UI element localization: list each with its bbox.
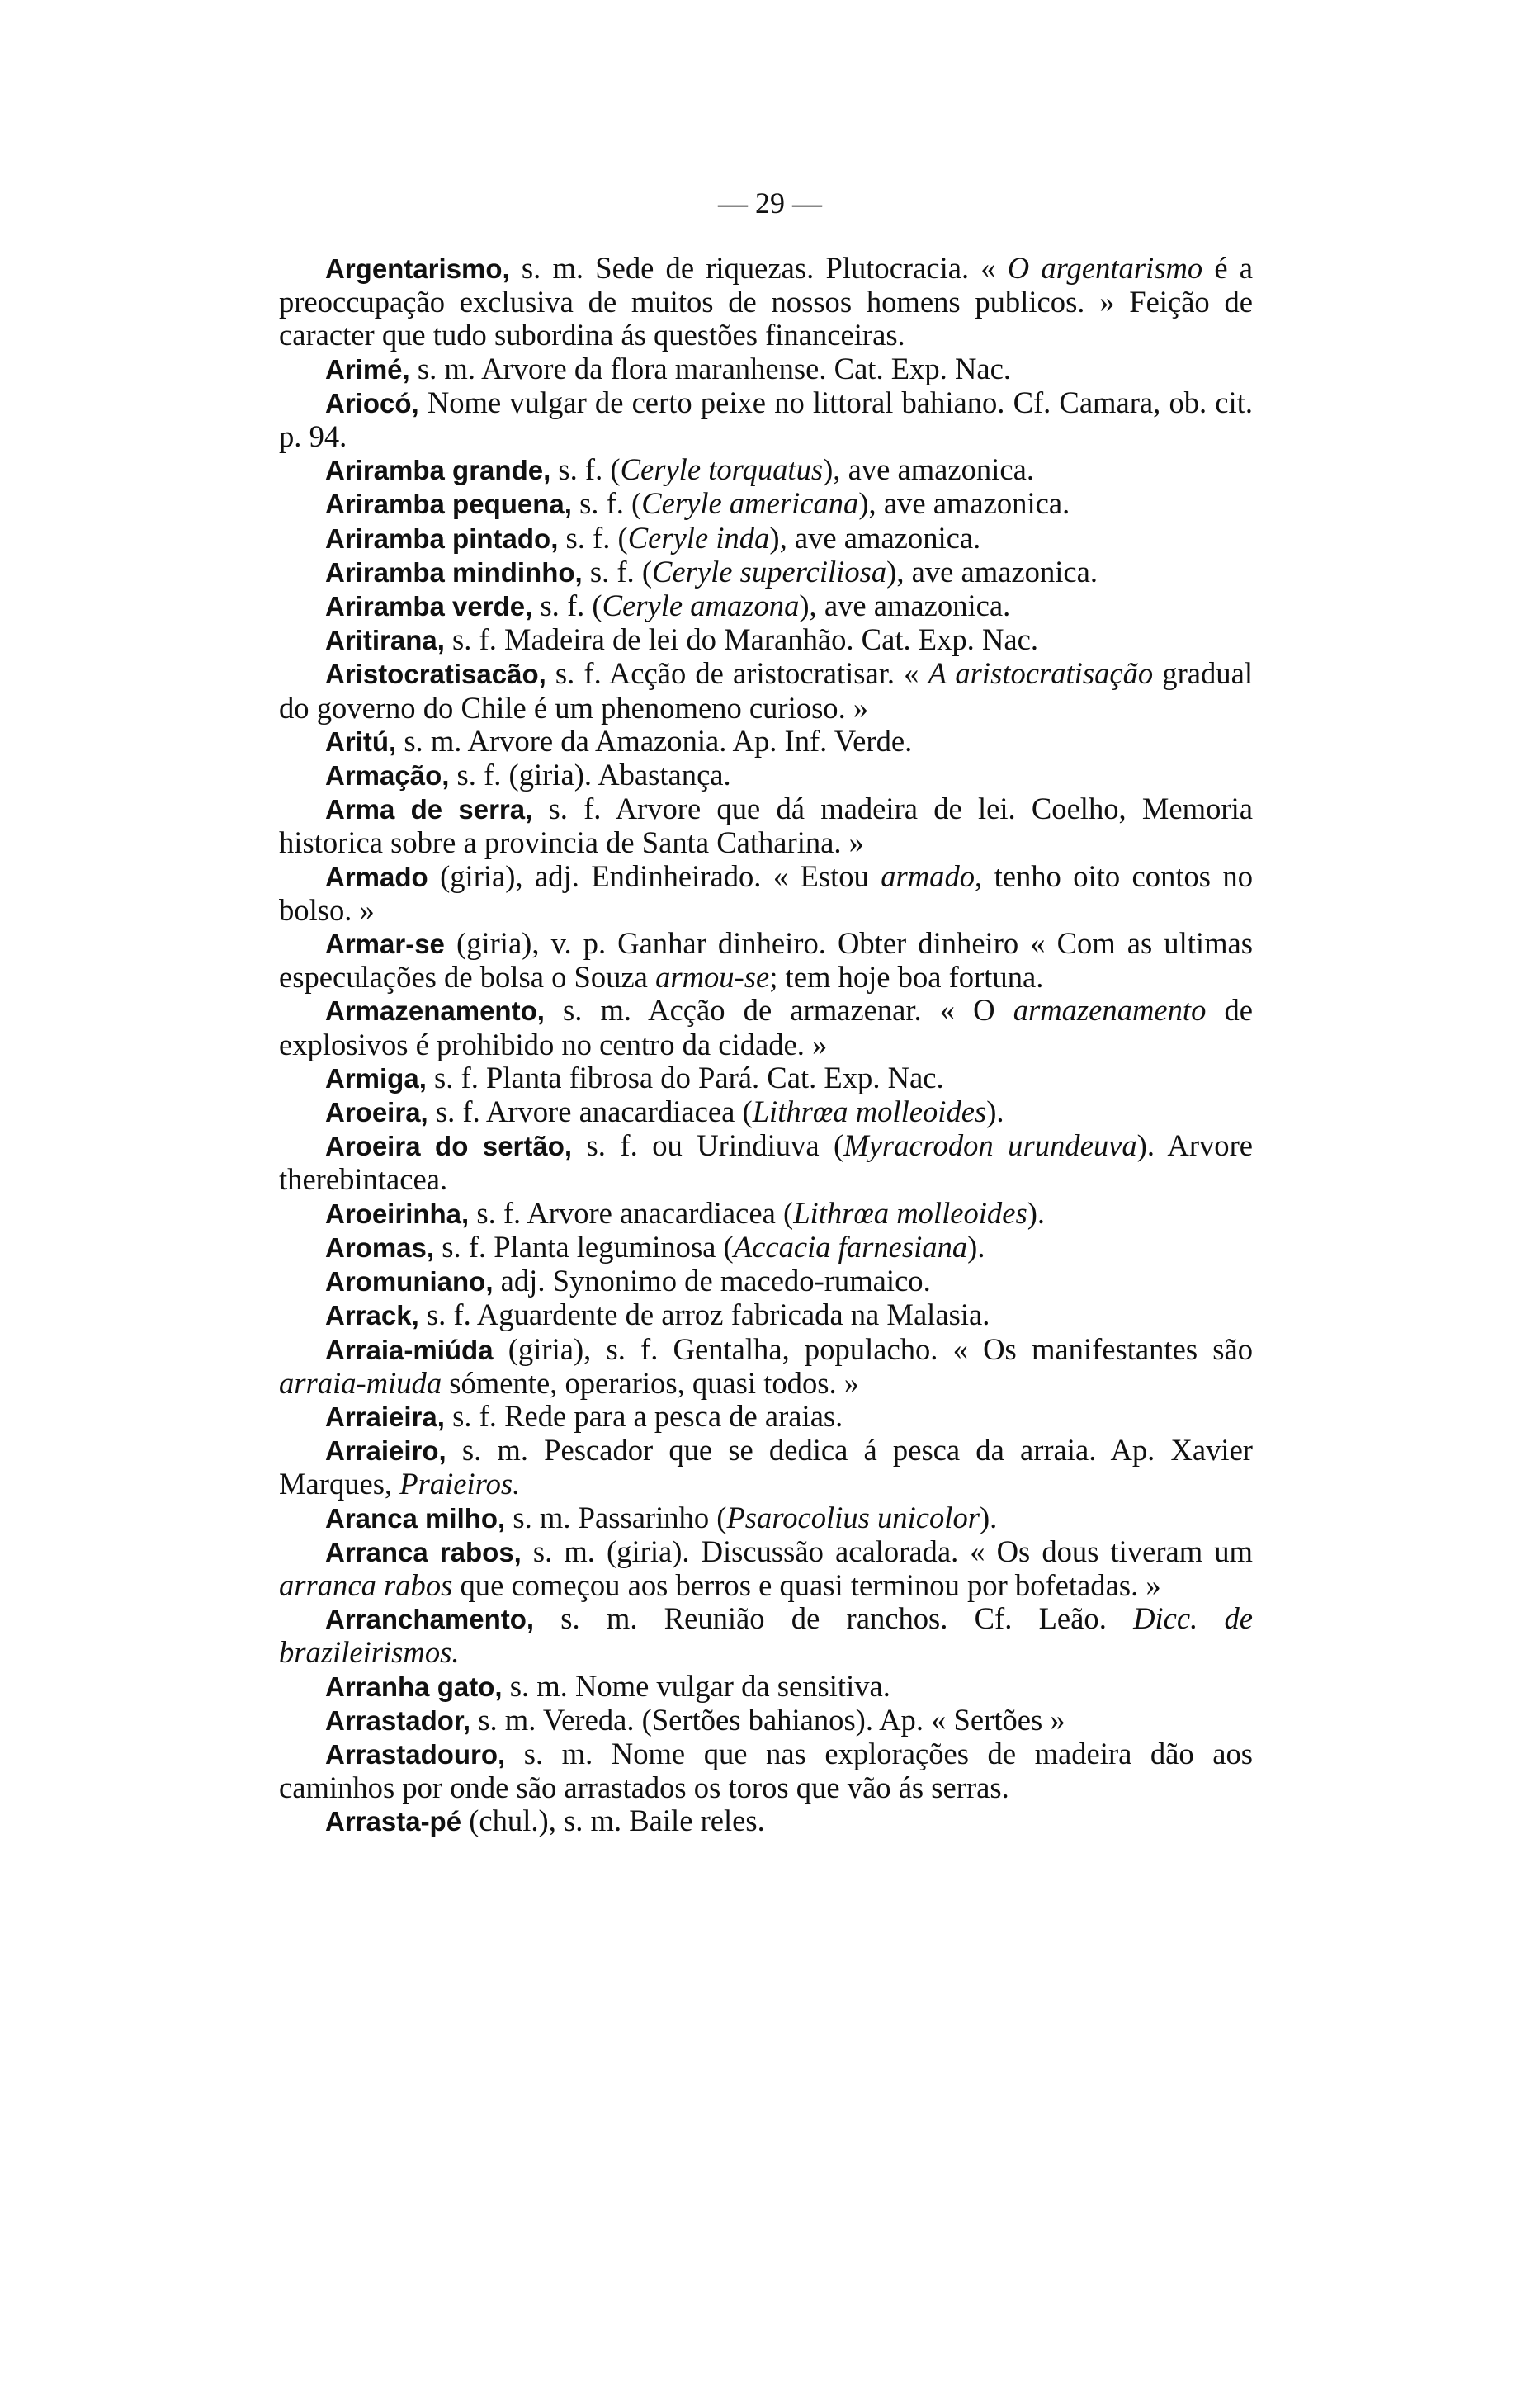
entry-text: s. f. Acção de aristocratisar. «	[546, 656, 928, 691]
entry-italic-text: A aristocratisação	[928, 656, 1154, 691]
entry-headword: Ariramba grande,	[325, 455, 551, 486]
dictionary-entry	[279, 1704, 1253, 1737]
entry-italic-text: Myracrodon urundeuva	[843, 1128, 1137, 1163]
entry-headword: Armar-se	[325, 929, 445, 960]
entry-text: s. f. Arvore que dá madeira de lei. Coelho, Memoria historica sobre a provincia de Santa Catharina. »	[279, 792, 1253, 860]
entry-headword: Arraia-miúda	[325, 1334, 494, 1365]
dictionary-entry	[279, 252, 1253, 352]
entry-headword: Aromas,	[325, 1231, 435, 1263]
entry-text: ), ave amazonica.	[858, 486, 1070, 521]
dictionary-entry	[279, 555, 1253, 589]
entry-text: s. m. Arvore da flora maranhense. Cat. Exp. Nac.	[409, 351, 1011, 385]
dictionary-entry	[279, 657, 1253, 724]
dictionary-entry	[279, 522, 1253, 555]
dictionary-page	[279, 186, 1253, 1839]
entry-headword: Ariramba verde,	[325, 591, 533, 622]
entry-italic-text: Praieiros.	[399, 1467, 521, 1501]
entry-text: ).	[1027, 1195, 1046, 1230]
entry-italic-text: Ceryle amazona	[602, 589, 800, 623]
entry-headword: Ariramba mindinho,	[325, 556, 583, 588]
entry-headword: Aroeira do sertão,	[325, 1131, 573, 1162]
entry-text: s. m. Acção de armazenar. « O	[544, 993, 1013, 1028]
entry-text: s. f. (giria). Abastança.	[449, 758, 731, 792]
entry-text: s. f. (	[550, 452, 621, 487]
entry-headword: Arraieira,	[325, 1401, 445, 1432]
entry-text: s. f. (	[532, 589, 602, 623]
entry-text: s. f. ou Urindiuva (	[572, 1128, 844, 1163]
entry-italic-text: Dicc. de brazileirismos.	[279, 1601, 1253, 1670]
entry-headword: Aroeirinha,	[325, 1198, 470, 1229]
entry-text: (chul.), s. m. Baile reles.	[461, 1803, 765, 1838]
entry-italic-text: Ceryle torquatus	[620, 452, 824, 487]
entry-text: (giria), s. f. Gentalha, populacho. « Os manifestantes são	[493, 1331, 1253, 1366]
entry-text: s. f. (	[571, 486, 642, 521]
entry-italic-text: Ceryle americana	[641, 486, 859, 521]
entry-text: s. f. Aguardente de arroz fabricada na Malasia.	[418, 1298, 990, 1332]
entry-text: é a preoccupação exclusiva de muitos de nossos homens publicos. » Feição de caracter que tudo subordina ás questões financeiras.	[279, 251, 1253, 352]
entry-text: s. m. Nome que nas explorações de madeira dão aos caminhos por onde são arrastados os toros que vão ás serras.	[279, 1736, 1253, 1805]
dictionary-entry	[279, 352, 1253, 386]
entry-italic-text: Psarocolius unicolor	[726, 1500, 980, 1534]
entry-headword: Arma de serra,	[325, 794, 533, 825]
entry-text: s. m. Pescador que se dedica á pesca da arraia. Ap. Xavier Marques,	[279, 1433, 1253, 1501]
entry-headword: Armazenamento,	[325, 995, 545, 1027]
entry-text: que começou aos berros e quasi terminou por bofetadas. »	[452, 1567, 1161, 1602]
entry-headword: Aritirana,	[325, 625, 445, 656]
entry-text: (giria), v. p. Ganhar dinheiro. Obter dinheiro « Com as ultimas especulações de bolsa o Souza	[279, 926, 1253, 995]
entry-italic-text: armado	[881, 858, 975, 893]
dictionary-entry	[279, 1434, 1253, 1501]
entry-headword: Arranca rabos,	[325, 1536, 522, 1567]
entry-italic-text: Ceryle superciliosa	[652, 554, 887, 589]
entry-text: , tenho oito contos no bolso. »	[279, 858, 1254, 927]
entry-italic-text: Accacia farnesiana	[733, 1229, 968, 1264]
entry-text: Nome vulgar de certo peixe no littoral bahiano. Cf. Camara, ob. cit. p. 94.	[279, 385, 1253, 454]
dictionary-entry	[279, 1333, 1253, 1400]
dictionary-entry	[279, 623, 1253, 657]
entry-italic-text: arranca rabos	[279, 1567, 453, 1602]
dictionary-entry	[279, 1737, 1253, 1804]
entry-text: s. f. Planta leguminosa (	[434, 1229, 734, 1264]
page-number: — 29 —	[718, 187, 822, 220]
entry-text: ), ave amazonica.	[799, 589, 1011, 623]
dictionary-entry	[279, 589, 1253, 623]
entry-headword: Aroeira,	[325, 1097, 428, 1128]
entry-italic-text: armou-se	[655, 960, 770, 995]
entry-text: ), ave amazonica.	[823, 452, 1034, 487]
dictionary-entry	[279, 1804, 1253, 1838]
entry-text: s. m. (giria). Discussão acalorada. « Os dous tiveram um	[521, 1534, 1254, 1568]
entry-text: s. f. Arvore anacardiacea (	[428, 1094, 753, 1129]
entry-text: s. m. Vereda. (Sertões bahianos). Ap. « Sertões »	[470, 1702, 1065, 1737]
entry-text: s. m. Nome vulgar da sensitiva.	[502, 1668, 890, 1703]
entry-italic-text: Lithrœa molleoides	[752, 1094, 987, 1129]
dictionary-entry	[279, 1535, 1253, 1602]
dictionary-entry	[279, 1670, 1253, 1704]
entry-headword: Aritú,	[325, 726, 397, 757]
entry-headword: Armado	[325, 861, 428, 892]
dictionary-entry	[279, 1129, 1253, 1196]
entry-text: s. f. (	[558, 520, 628, 555]
entry-text: s. f. Arvore anacardiacea (	[469, 1195, 794, 1230]
entry-headword: Ariocó,	[325, 387, 419, 418]
entry-headword: Ariramba pequena,	[325, 489, 572, 520]
dictionary-entry	[279, 487, 1253, 521]
entry-text: ).	[979, 1500, 998, 1534]
entry-headword: Aristocratisacão,	[325, 659, 546, 690]
entry-text: ).	[986, 1094, 1004, 1129]
entry-text: s. f. Madeira de lei do Maranhão. Cat. Exp. Nac.	[444, 622, 1039, 657]
entry-headword: Armiga,	[325, 1062, 427, 1094]
entry-text: ; tem hoje boa fortuna.	[769, 960, 1044, 995]
dictionary-entry	[279, 1400, 1253, 1434]
entry-headword: Armação,	[325, 760, 450, 792]
entry-headword: Argentarismo,	[325, 253, 510, 284]
entry-headword: Arrastadouro,	[325, 1738, 506, 1770]
entry-headword: Arrastador,	[325, 1704, 471, 1736]
entry-headword: Arranha gato,	[325, 1671, 503, 1702]
entry-text: sómente, operarios, quasi todos. »	[442, 1365, 860, 1400]
dictionary-entry	[279, 1061, 1253, 1095]
entry-text: (giria), adj. Endinheirado. « Estou	[428, 858, 881, 893]
entry-headword: Arimé,	[325, 353, 410, 385]
dictionary-entry	[279, 725, 1253, 759]
dictionary-entry	[279, 1231, 1253, 1265]
dictionary-entry	[279, 759, 1253, 792]
entry-text: adj. Synonimo de macedo-rumaico.	[493, 1264, 931, 1298]
entry-text: ), ave amazonica.	[769, 520, 981, 555]
entry-text: s. f. Rede para a pesca de araias.	[444, 1398, 843, 1433]
entry-text: gradual do governo do Chile é um phenomeno curioso. »	[279, 656, 1253, 725]
dictionary-entry	[279, 1095, 1253, 1129]
entry-text: ), ave amazonica.	[886, 554, 1098, 589]
dictionary-entry	[279, 453, 1253, 487]
dictionary-entry	[279, 1501, 1253, 1535]
dictionary-entry	[279, 792, 1253, 859]
entry-text: s. m. Arvore da Amazonia. Ap. Inf. Verde.	[396, 723, 913, 758]
dictionary-entry	[279, 1197, 1253, 1231]
entry-headword: Arranchamento,	[325, 1604, 535, 1635]
dictionary-entry	[279, 386, 1253, 453]
entry-italic-text: Ceryle inda	[627, 520, 770, 555]
entry-text: s. f. (	[582, 554, 653, 589]
entry-text: de explosivos é prohibido no centro da cidade. »	[279, 993, 1253, 1061]
entry-headword: Arrasta-pé	[325, 1806, 462, 1837]
entry-headword: Aromuniano,	[325, 1266, 494, 1298]
entry-headword: Arrack,	[325, 1300, 419, 1331]
dictionary-entry	[279, 860, 1253, 927]
entry-italic-text: armazenamento	[1013, 993, 1207, 1028]
dictionary-entry	[279, 994, 1253, 1061]
entry-text: ).	[967, 1229, 985, 1264]
entry-text: ). Arvore therebintacea.	[279, 1128, 1254, 1197]
entry-headword: Aranca milho,	[325, 1502, 506, 1534]
entry-text: s. f. Planta fibrosa do Pará. Cat. Exp. Nac.	[426, 1060, 944, 1094]
dictionary-entry	[279, 927, 1253, 994]
entry-list	[279, 252, 1253, 1839]
entry-text: s. m. Reunião de ranchos. Cf. Leão.	[534, 1601, 1134, 1636]
dictionary-entry	[279, 1298, 1253, 1332]
entry-headword: Ariramba pintado,	[325, 522, 559, 554]
entry-italic-text: Lithrœa molleoides	[793, 1195, 1027, 1230]
entry-italic-text: arraia-miuda	[279, 1365, 442, 1400]
dictionary-entry	[279, 1265, 1253, 1298]
dictionary-entry	[279, 1602, 1253, 1669]
entry-headword: Arraieiro,	[325, 1435, 446, 1467]
entry-italic-text: O argentarismo	[1007, 251, 1203, 285]
entry-text: s. m. Sede de riquezas. Plutocracia. «	[509, 251, 1008, 285]
entry-text: s. m. Passarinho (	[505, 1500, 727, 1534]
